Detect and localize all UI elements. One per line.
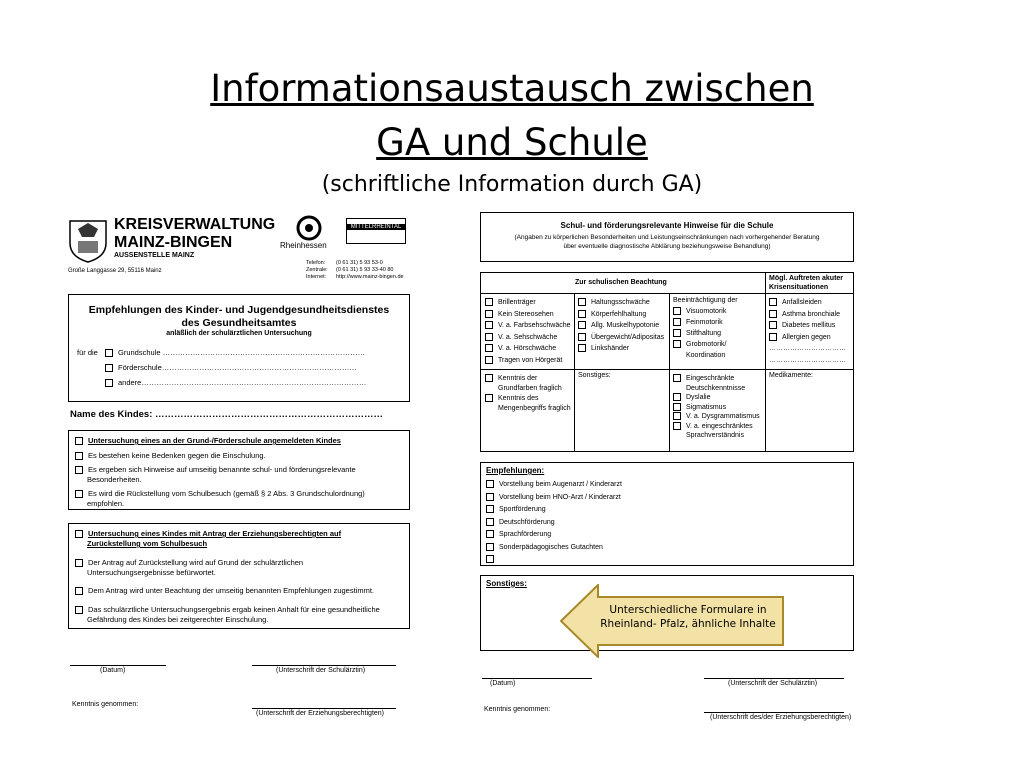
recommendation-item-text: Sonderpädagogisches Gutachten	[499, 543, 603, 551]
callout-line-2: Rheinland- Pfalz, ähnliche Inhalte	[600, 618, 776, 630]
col3-item-text: Grobmotorik/	[686, 341, 727, 348]
col2-list	[578, 297, 664, 355]
checkbox-icon[interactable]	[673, 412, 681, 420]
sig-parents-label: (Unterschrift des/der Erziehungsberechtigten)	[710, 714, 852, 721]
col3-item[interactable]	[673, 306, 738, 317]
col1-item[interactable]	[485, 355, 571, 367]
row2-col1-cont: Mengenbegriffs fraglich	[498, 405, 571, 412]
recommendation-item-text: Vorstellung beim Augenarzt / Kinderarzt	[499, 481, 622, 488]
slide-title-line2: GA und Schule	[376, 121, 648, 164]
date-line	[482, 678, 592, 679]
checkbox-icon[interactable]	[75, 452, 83, 460]
col1-list	[485, 297, 571, 366]
row2-col1	[485, 374, 571, 414]
checkbox-icon[interactable]	[673, 374, 681, 382]
checkbox-icon[interactable]	[578, 333, 586, 341]
child-name-field[interactable]: Name des Kindes: ………………………………………………………………	[70, 409, 383, 420]
col4-list	[769, 297, 846, 366]
col3-list	[673, 295, 738, 361]
hints-header-title: Schul- und förderungsrelevante Hinweise für die Schule	[560, 221, 774, 230]
checkbox-icon[interactable]	[485, 394, 493, 402]
hints-header-sub-1: (Angaben zu körperlichen Besonderheiten und Leistungseinschränkungen nach vorhergehender Beratung	[514, 234, 820, 241]
checkbox-icon[interactable]	[75, 530, 83, 538]
contact-value-internet: http://www.mainz-bingen.de	[336, 274, 404, 280]
col1-item-text: Brillenträger	[498, 299, 536, 306]
mittelrheintal-logo	[346, 218, 406, 244]
col4-item-text: Allergien gegen	[782, 333, 831, 341]
doctor-sig-line	[704, 678, 844, 679]
checkbox-icon[interactable]	[578, 321, 586, 329]
school-option-label: Grundschule ………………………………………………………………………	[118, 348, 366, 357]
col4-item-text: Anfallsleiden	[782, 299, 822, 306]
col1-item[interactable]	[485, 320, 571, 332]
hints-header-sub-2: über eventuelle diagnostische Abklärung beziehungsweise Behandlung)	[563, 243, 771, 250]
col3-item-cont: Koordination	[686, 352, 726, 359]
sig-doctor-label: (Unterschrift der Schulärztin)	[276, 667, 366, 674]
hints-table	[480, 272, 854, 452]
mittelrheintal-logo-label: MITTELRHEINTAL	[347, 224, 405, 230]
school-option-label: andere………………………………………………………………………………	[118, 378, 367, 387]
col4-item-text: Asthma bronchiale	[782, 310, 840, 318]
slide-subtitle: (schriftliche Information durch GA)	[321, 172, 703, 197]
checkbox-icon[interactable]	[75, 437, 83, 445]
section-2-item-text: Der Antrag auf Zurückstellung wird auf Grund der schulärztlichen	[88, 558, 304, 567]
contact-labels	[306, 260, 328, 281]
sig-parents-label: (Unterschrift der Erziehungsberechtigten)	[256, 710, 385, 717]
section-2-item-3-cont: Gefährdung des Kindes bei zeitgerechter Einschulung.	[87, 615, 269, 624]
row2-col1-item[interactable]	[485, 374, 571, 384]
recommendation-item[interactable]	[486, 479, 622, 492]
recommendation-item[interactable]	[486, 554, 622, 567]
fuer-die-label: für die	[77, 348, 98, 357]
recommendation-title-1: Empfehlungen des Kinder- und Jugendgesundheitsdienstes	[88, 304, 390, 316]
school-option-andere[interactable]	[105, 378, 366, 387]
contact-label-phone: Telefon:	[306, 260, 326, 266]
recommendation-item[interactable]	[486, 529, 622, 542]
row2-col4-label: Medikamente:	[769, 372, 813, 379]
address: Große Langgasse 29, 55116 Mainz	[68, 268, 162, 274]
col-head-crisis-line2: Krisensituationen	[769, 284, 829, 291]
school-option-label: Förderschule……………………………………………………………………	[118, 363, 357, 372]
section-1-item-2[interactable]	[75, 465, 356, 474]
col2-item[interactable]	[578, 320, 664, 332]
row2-col3-item[interactable]	[673, 412, 760, 422]
col-divider-2	[669, 293, 670, 451]
checkbox-icon[interactable]	[673, 403, 681, 411]
section-2-box	[68, 523, 410, 629]
org-name-3: AUSSENSTELLE MAINZ	[114, 252, 195, 259]
checkbox-icon[interactable]	[769, 298, 777, 306]
recommendation-item[interactable]	[486, 504, 622, 517]
checkbox-icon[interactable]	[485, 344, 493, 352]
checkbox-icon[interactable]	[673, 318, 681, 326]
col2-item[interactable]	[578, 309, 664, 321]
checkbox-icon[interactable]	[75, 587, 83, 595]
rheinhessen-logo-label: Rheinhessen	[280, 241, 327, 250]
col4-item[interactable]	[769, 332, 846, 344]
checkbox-icon[interactable]	[75, 490, 83, 498]
checkbox-icon[interactable]	[769, 321, 777, 329]
col1-item-text: V. a. Farbsehschwäche	[498, 322, 571, 329]
col2-item-text: Allg. Muskelhypotonie	[591, 322, 660, 329]
checkbox-icon[interactable]	[485, 310, 493, 318]
sig-date-label: (Datum)	[490, 680, 516, 687]
checkbox-icon[interactable]	[486, 493, 494, 501]
section-1-item-text: Es wird die Rückstellung vom Schulbesuch (gemäß § 2 Abs. 3 Grundschulordnung)	[88, 489, 365, 498]
col-head-crisis	[769, 274, 843, 292]
recommendation-item[interactable]	[486, 542, 622, 555]
col4-item[interactable]	[769, 309, 846, 321]
coat-of-arms-icon	[66, 215, 110, 263]
section-2-title[interactable]	[75, 529, 341, 538]
checkbox-icon[interactable]	[769, 333, 777, 341]
row2-col3-text: Dyslalie	[686, 394, 711, 401]
checkbox-icon[interactable]	[673, 340, 681, 348]
checkbox-icon[interactable]	[486, 518, 494, 526]
row2-col3-text: V. a. Dysgrammatismus	[686, 413, 760, 420]
contact-value-central: (0 61 31) 5 93 33-40 80	[336, 267, 394, 273]
row2-col3-text: V. a. eingeschränktes	[686, 422, 753, 430]
section-2-title-cont: Zurückstellung vom Schulbesuch	[87, 539, 208, 548]
row2-col1-text: Kenntnis der	[498, 375, 538, 382]
section-2-item-text: Dem Antrag wird unter Beachtung der umseitig benannten Empfehlungen zugestimmt.	[88, 586, 374, 595]
row2-col1-cont: Grundfarben fraglich	[498, 385, 562, 392]
checkbox-icon[interactable]	[578, 310, 586, 318]
col3-item[interactable]	[673, 339, 738, 350]
row2-col3-cont: Sprachverständnis	[686, 432, 744, 439]
checkbox-icon[interactable]	[485, 298, 493, 306]
checkbox-icon[interactable]	[578, 344, 586, 352]
col-divider-3	[765, 273, 766, 451]
col3-item-text: Visuomotorik	[686, 308, 727, 315]
col3-item-text: Stifthaltung	[686, 330, 722, 337]
table-row-divider	[481, 369, 853, 370]
checkbox-icon[interactable]	[485, 356, 493, 364]
row2-col3-item[interactable]	[673, 422, 760, 432]
row2-col3-item[interactable]	[673, 374, 760, 384]
checkbox-icon[interactable]	[578, 298, 586, 306]
col4-dots: ……………………………	[769, 345, 846, 352]
rheinhessen-logo-icon	[292, 214, 326, 242]
sig-date-label: (Datum)	[100, 667, 126, 674]
section-2-item-1[interactable]	[75, 558, 303, 567]
section-1-item-text: Es ergeben sich Hinweise auf umseitig benannte schul- und förderungsrelevante	[88, 465, 356, 474]
checkbox-icon[interactable]	[75, 606, 83, 614]
checkbox-icon[interactable]	[105, 349, 113, 357]
checkbox-icon[interactable]	[486, 555, 494, 563]
col4-item-text: Diabetes mellitus	[782, 322, 836, 329]
col1-item[interactable]	[485, 297, 571, 309]
recommendation-item-text: Sprachförderung	[499, 531, 552, 538]
parents-sig-line	[704, 712, 844, 713]
recommendations-list	[486, 479, 622, 567]
org-name-2: MAINZ-BINGEN	[114, 234, 233, 251]
col-head-crisis-line1: Mögl. Auftreten akuter	[769, 275, 844, 282]
checkbox-icon[interactable]	[673, 329, 681, 337]
org-name-1: KREISVERWALTUNG	[114, 216, 276, 233]
col3-item[interactable]	[673, 328, 738, 339]
contact-values	[336, 260, 404, 281]
row2-col3-text: Eingeschränkte	[686, 375, 735, 382]
checkbox-icon[interactable]	[486, 543, 494, 551]
checkbox-icon[interactable]	[673, 307, 681, 315]
checkbox-icon[interactable]	[485, 321, 493, 329]
col4-dots: ……………………………	[769, 356, 846, 364]
col2-item-text: Übergewicht/Adipositas	[591, 333, 665, 341]
checkbox-icon[interactable]	[769, 310, 777, 318]
checkbox-icon[interactable]	[105, 379, 113, 387]
recommendation-item-text: Deutschförderung	[499, 518, 555, 526]
col1-item-text: Kein Stereosehen	[498, 310, 554, 318]
col1-item-text: Tragen von Hörgerät	[498, 356, 563, 364]
col-divider-1	[574, 293, 575, 451]
kenntnis-label: Kenntnis genommen:	[72, 701, 139, 708]
contact-label-internet: Internet:	[306, 274, 327, 280]
col3-head: Beeinträchtigung der	[673, 297, 738, 304]
section-2-item-3[interactable]	[75, 605, 380, 614]
checkbox-icon[interactable]	[75, 466, 83, 474]
checkbox-icon[interactable]	[105, 364, 113, 372]
col-head-main: Zur schulischen Beachtung	[575, 279, 667, 286]
slide-title-line1: Informationsaustausch zwischen	[210, 67, 814, 110]
col2-item[interactable]	[578, 343, 664, 355]
recommendations-title: Empfehlungen:	[486, 466, 545, 475]
checkbox-icon[interactable]	[486, 480, 494, 488]
col2-item[interactable]	[578, 332, 664, 344]
row2-col3-item[interactable]	[673, 393, 760, 403]
recommendation-item[interactable]	[486, 492, 622, 505]
row2-col3	[673, 374, 760, 441]
recommendation-box	[68, 294, 410, 402]
row2-col1-text: Kenntnis des	[498, 395, 539, 402]
section-1-box	[68, 430, 410, 510]
row2-col2-label: Sonstiges:	[578, 372, 611, 379]
left-form	[66, 210, 422, 730]
section-1-item-text: Es bestehen keine Bedenken gegen die Einschulung.	[88, 451, 266, 460]
school-option-foerderschule[interactable]	[105, 363, 357, 372]
sonstiges-title: Sonstiges:	[486, 579, 527, 588]
contact-label-central: Zentrale:	[306, 267, 328, 273]
recommendation-item-text: Vorstellung beim HNO-Arzt / Kinderarzt	[499, 493, 621, 501]
section-1-item-2-cont: Besonderheiten.	[87, 475, 142, 484]
recommendations-box	[480, 462, 854, 566]
callout-text	[598, 603, 778, 631]
recommendation-title-3: anläßlich der schulärztlichen Untersuchung	[166, 330, 312, 337]
contact-value-phone: (0 61 31) 5 93 53-0	[336, 260, 383, 266]
section-2-item-text: Das schulärztliche Untersuchungsergebnis ergab keinen Anhalt für eine gesundheitliche	[88, 605, 380, 614]
col1-item[interactable]	[485, 343, 571, 355]
row2-col1-item[interactable]	[485, 394, 571, 404]
section-1-item-3-cont: empfohlen.	[87, 499, 125, 508]
col2-item-text: Haltungsschwäche	[591, 299, 650, 306]
callout-line-1: Unterschiedliche Formulare in	[609, 604, 767, 616]
parents-sig-line	[252, 708, 396, 709]
col4-item[interactable]	[769, 320, 846, 332]
row2-col3-text: Sigmatismus	[686, 403, 727, 411]
table-header-divider	[481, 293, 853, 294]
col1-item-text: V. a. Sehschwäche	[498, 333, 558, 341]
col2-item-text: Linkshänder	[591, 345, 630, 352]
date-line	[70, 665, 166, 666]
kenntnis-label: Kenntnis genommen:	[484, 706, 551, 713]
section-2-item-2[interactable]	[75, 586, 374, 595]
hints-header-box	[480, 212, 854, 262]
checkbox-icon[interactable]	[486, 505, 494, 513]
checkbox-icon[interactable]	[75, 559, 83, 567]
checkbox-icon[interactable]	[673, 393, 681, 401]
checkbox-icon[interactable]	[485, 374, 493, 382]
col1-item[interactable]	[485, 309, 571, 321]
checkbox-icon[interactable]	[673, 422, 681, 430]
section-2-title-text: Untersuchung eines Kindes mit Antrag der Erziehungsberechtigten auf	[88, 529, 342, 538]
recommendation-item-text: Sportförderung	[499, 506, 546, 513]
section-2-item-1-cont: Untersuchungsergebnisse befürwortet.	[87, 568, 216, 577]
col2-item[interactable]	[578, 297, 664, 309]
section-1-title-text: Untersuchung eines an der Grund-/Förderschule angemeldeten Kindes	[88, 436, 341, 445]
checkbox-icon[interactable]	[486, 530, 494, 538]
section-1-title[interactable]	[75, 436, 341, 445]
section-1-item-3[interactable]	[75, 489, 365, 498]
school-option-grundschule[interactable]	[105, 348, 365, 357]
col2-item-text: Körperfehlhaltung	[591, 310, 647, 318]
recommendation-title-2: des Gesundheitsamtes	[181, 317, 297, 329]
col4-item[interactable]	[769, 297, 846, 309]
row2-col3-cont: Deutschkenntnisse	[686, 384, 746, 392]
checkbox-icon[interactable]	[485, 333, 493, 341]
col1-item[interactable]	[485, 332, 571, 344]
doctor-sig-line	[252, 665, 396, 666]
sig-doctor-label: (Unterschrift der Schulärztin)	[728, 680, 818, 687]
col3-item[interactable]	[673, 317, 738, 328]
col1-item-text: V. a. Hörschwäche	[498, 345, 557, 352]
section-1-item-1[interactable]	[75, 451, 266, 460]
col3-item-text: Feinmotorik	[686, 319, 723, 326]
recommendation-item[interactable]	[486, 517, 622, 530]
row2-col3-item[interactable]	[673, 403, 760, 413]
